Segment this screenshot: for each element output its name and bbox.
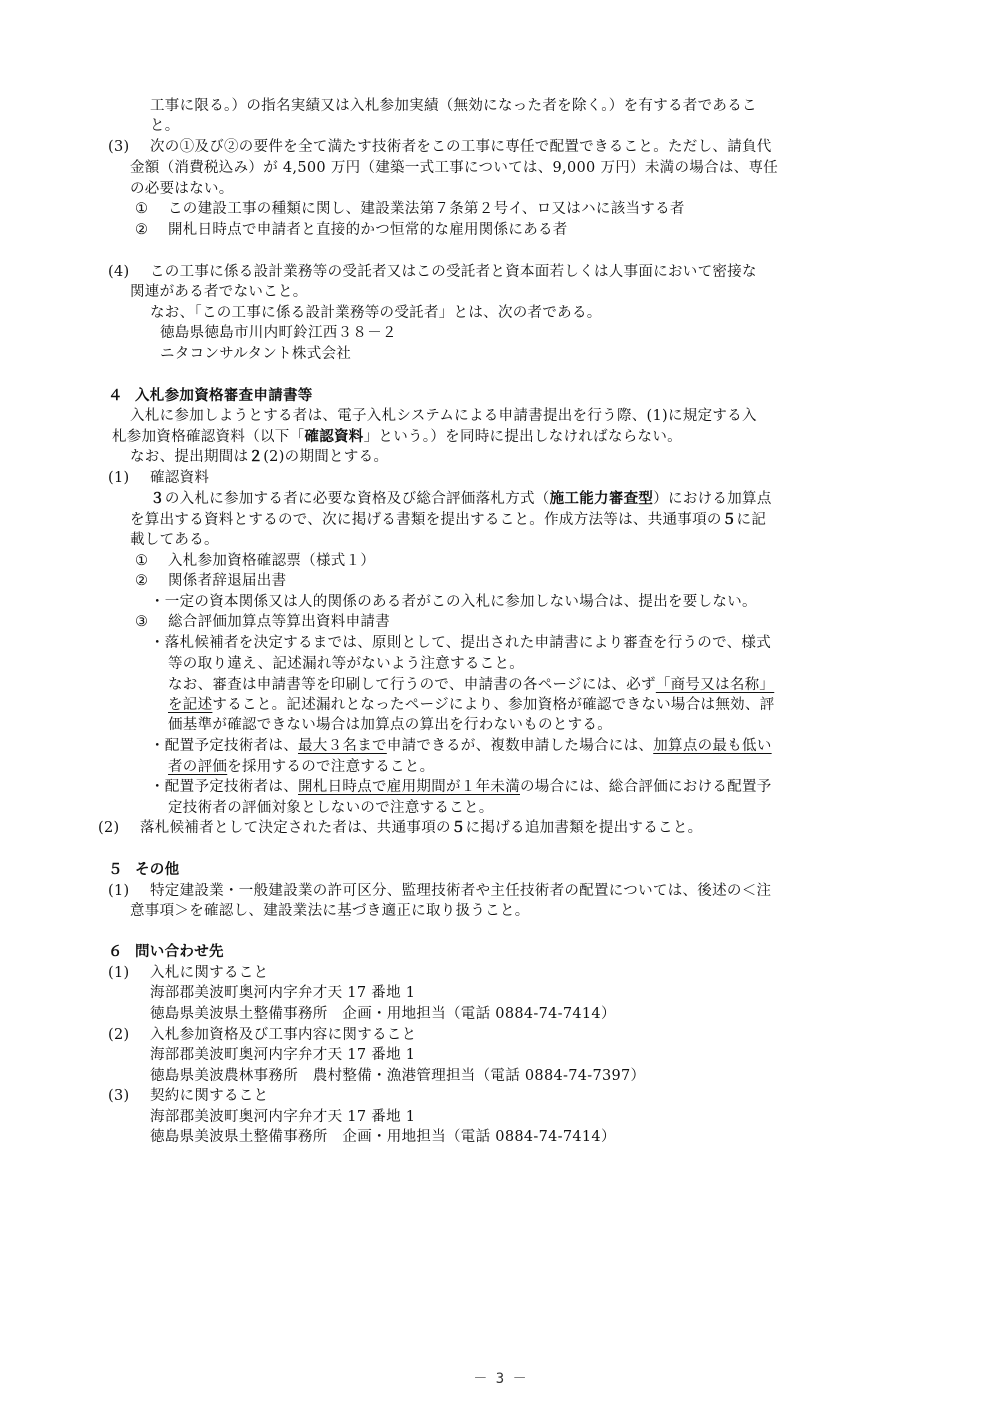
section-heading: その他	[135, 862, 180, 878]
bullet-item: ・配置予定技術者は、開札日時点で雇用期間が１年未満の場合には、総合評価における配置予	[150, 779, 772, 795]
text-line: なお、「この工事に係る設計業務等の受託者」とは、次の者である。	[150, 305, 602, 321]
subsection-title: 確認資料	[150, 470, 210, 486]
item-number: (1)	[108, 965, 130, 981]
contact-office: 徳島県美波農林事務所 農村整備・漁港管理担当（電話 0884-74-7397）	[150, 1068, 646, 1084]
text-line: 等の取り違え、記述漏れ等がないよう注意すること。	[168, 656, 525, 672]
text-line: 意事項＞を確認し、建設業法に基づき適正に取り扱うこと。	[130, 903, 530, 919]
list-item: この建設工事の種類に関し、建設業法第７条第２号イ、ロ又はハに該当する者	[168, 201, 685, 217]
address: 徳島県徳島市川内町鈴江西３８－２	[160, 325, 397, 341]
contact-title: 契約に関すること	[150, 1088, 269, 1104]
text-line: なお、審査は申請書等を印刷して行うので、申請書の各ページには、必ず「商号又は名称」	[168, 677, 775, 693]
section-number: ５	[108, 862, 123, 878]
item-number: (1)	[108, 470, 130, 486]
item-number: ③	[135, 614, 149, 630]
text-line: ３の入札に参加する者に必要な資格及び総合評価落札方式（施工能力審査型）における加算点	[150, 491, 772, 507]
company-name: ニタコンサルタント株式会社	[160, 346, 352, 362]
section-number: ４	[108, 388, 123, 404]
text-line: 落札候補者として決定された者は、共通事項の５に掲げる追加書類を提出すること。	[140, 820, 703, 836]
text-line: なお、提出期間は２(2)の期間とする。	[130, 449, 389, 465]
text-line: 札参加資格確認資料（以下「確認資料」という。）を同時に提出しなければならない。	[112, 429, 682, 445]
item-number: ①	[135, 553, 149, 569]
text-line: 者の評価を採用するので注意すること。	[168, 759, 435, 775]
section-number: ６	[108, 944, 123, 960]
text-line: 載してある。	[130, 532, 219, 548]
item-number: (3)	[108, 1088, 130, 1104]
text-line: と。	[150, 118, 180, 134]
text-line: 次の①及び②の要件を全て満たす技術者をこの工事に専任で配置できること。ただし、請負代	[150, 139, 772, 155]
contact-title: 入札参加資格及び工事内容に関すること	[150, 1027, 417, 1043]
text-line: この工事に係る設計業務等の受託者又はこの受託者と資本面若しくは人事面において密接な	[150, 264, 757, 280]
section-heading: 問い合わせ先	[135, 944, 224, 960]
item-number: (2)	[98, 820, 120, 836]
item-number: ①	[135, 201, 149, 217]
item-number: ②	[135, 573, 149, 589]
item-number: (1)	[108, 883, 130, 899]
text-line: 入札に参加しようとする者は、電子入札システムによる申請書提出を行う際、(1)に規定する入	[130, 408, 757, 424]
item-number: (4)	[108, 264, 130, 280]
contact-address: 海部郡美波町奥河内字弁才天 17 番地 1	[150, 1109, 416, 1125]
list-item: 入札参加資格確認票（様式１）	[168, 553, 376, 569]
item-number: ②	[135, 222, 149, 238]
text-line: の必要はない。	[130, 181, 234, 197]
text-line: 工事に限る。）の指名実績又は入札参加実績（無効になった者を除く。）を有する者であるこ	[150, 98, 757, 114]
bullet-item: ・配置予定技術者は、最大３名まで申請できるが、複数申請した場合には、加算点の最も低い	[150, 738, 772, 754]
text-line: 特定建設業・一般建設業の許可区分、監理技術者や主任技術者の配置については、後述の＜注	[150, 883, 772, 899]
text-line: 価基準が確認できない場合は加算点の算出を行わないものとする。	[168, 717, 612, 733]
text-line: を記述すること。記述漏れとなったページにより、参加資格が確認できない場合は無効、評	[168, 697, 775, 713]
text-line: を算出する資料とするので、次に掲げる書類を提出すること。作成方法等は、共通事項の５に記	[130, 512, 767, 528]
list-item: 開札日時点で申請者と直接的かつ恒常的な雇用関係にある者	[168, 222, 568, 238]
list-item: 総合評価加算点等算出資料申請書	[168, 614, 390, 630]
item-number: (3)	[108, 139, 130, 155]
page-number: － 3 －	[473, 1371, 527, 1387]
text-line: 定技術者の評価対象としないので注意すること。	[168, 800, 494, 816]
bullet-item: ・一定の資本関係又は人的関係のある者がこの入札に参加しない場合は、提出を要しない。	[150, 594, 757, 610]
contact-office: 徳島県美波県土整備事務所 企画・用地担当（電話 0884-74-7414）	[150, 1006, 616, 1022]
contact-address: 海部郡美波町奥河内字弁才天 17 番地 1	[150, 1047, 416, 1063]
item-number: (2)	[108, 1027, 130, 1043]
text-line: 金額（消費税込み）が 4,500 万円（建築一式工事については、9,000 万円）未満の場合は、専任	[130, 160, 779, 176]
bullet-item: ・落札候補者を決定するまでは、原則として、提出された申請書により審査を行うので、様式	[150, 635, 772, 651]
contact-title: 入札に関すること	[150, 965, 269, 981]
contact-address: 海部郡美波町奥河内字弁才天 17 番地 1	[150, 985, 416, 1001]
section-heading: 入札参加資格審査申請書等	[135, 388, 313, 404]
contact-office: 徳島県美波県土整備事務所 企画・用地担当（電話 0884-74-7414）	[150, 1129, 616, 1145]
text-line: 関連がある者でないこと。	[130, 284, 308, 300]
list-item: 関係者辞退届出書	[168, 573, 287, 589]
